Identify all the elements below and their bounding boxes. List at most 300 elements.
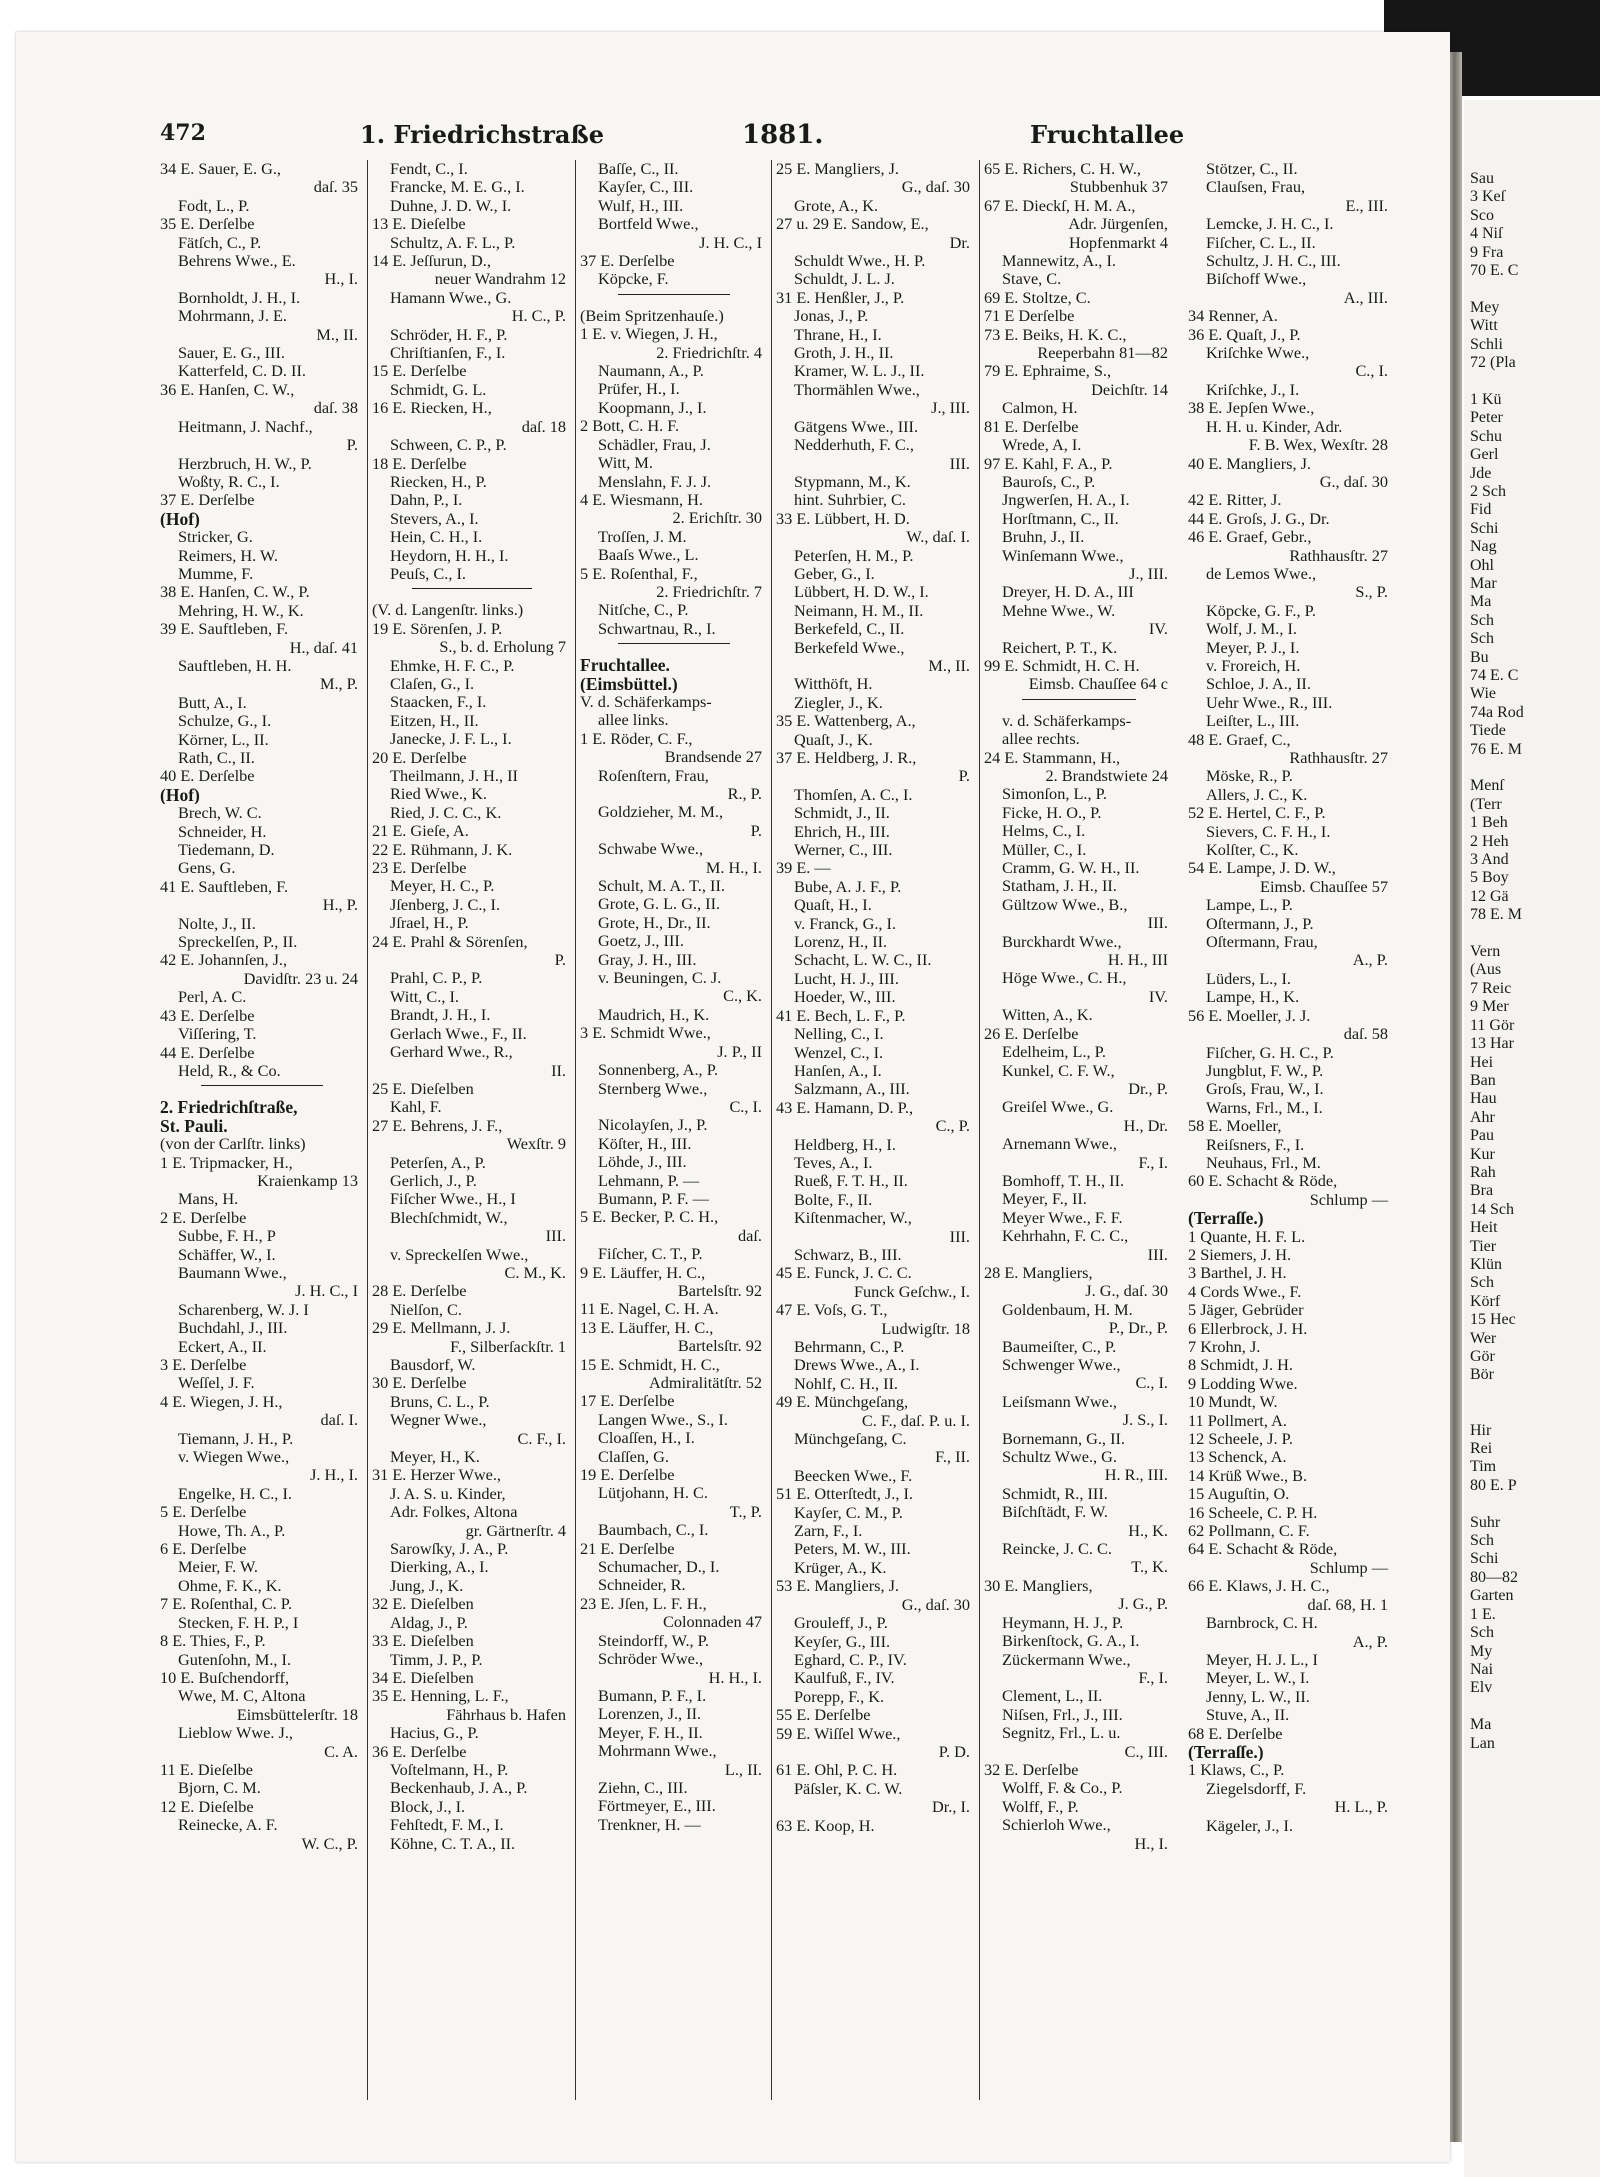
column-4 xyxy=(776,160,976,2120)
directory-line: v. Franck, G., I. xyxy=(794,914,897,933)
directory-line: 28 E. Mangliers, xyxy=(984,1263,1093,1282)
section-heading: 2. Friedrichſtraße, xyxy=(160,1098,298,1117)
directory-line: Ficke, H. O., P. xyxy=(1002,803,1102,822)
directory-line: Stubbenhuk 37 xyxy=(1069,178,1168,197)
directory-line: Wenzel, C., I. xyxy=(794,1043,884,1062)
directory-line: Naumann, A., P. xyxy=(598,362,704,381)
directory-line: Lütjohann, H. C. xyxy=(598,1484,708,1503)
fragment-line: Nai xyxy=(1470,1660,1494,1678)
directory-line: T., P. xyxy=(729,1502,762,1521)
directory-line: Bornemann, G., II. xyxy=(1002,1429,1125,1448)
directory-line: G., daſ. 30 xyxy=(1319,472,1388,491)
directory-line: Drews Wwe., A., I. xyxy=(794,1356,920,1375)
directory-line: Ziegelsdorff, F. xyxy=(1206,1779,1307,1798)
fragment-line: Sch xyxy=(1470,630,1494,648)
directory-line: Neuhaus, Frl., M. xyxy=(1206,1153,1321,1172)
section-heading: Fruchtallee. xyxy=(580,656,670,675)
fragment-line: Tim xyxy=(1470,1458,1497,1476)
directory-line: Claſſen, G. xyxy=(598,1447,669,1466)
directory-line: daſ. 38 xyxy=(313,399,358,418)
directory-line: M., P. xyxy=(319,675,358,694)
directory-line: Goldenbaum, H. M. xyxy=(1002,1300,1133,1319)
directory-line: 10 Mundt, W. xyxy=(1188,1393,1278,1412)
fragment-line xyxy=(1470,1698,1524,1716)
directory-line: Engelke, H. C., I. xyxy=(178,1484,292,1503)
directory-line: Kehrhahn, F. C. C., xyxy=(1002,1227,1129,1246)
directory-line: Lorenzen, J., II. xyxy=(598,1705,702,1724)
directory-line: 5 E. Roſenthal, F., xyxy=(580,564,698,583)
directory-line: Bartelsſtr. 92 xyxy=(677,1281,762,1300)
directory-line: 21 E. Gieſe, A. xyxy=(372,822,469,841)
directory-line: 53 E. Mangliers, J. xyxy=(776,1577,899,1596)
directory-line: Jung, J., K. xyxy=(390,1576,464,1595)
directory-line: Reincke, J. C. C. xyxy=(1002,1540,1112,1559)
book-gutter xyxy=(1448,52,1462,2142)
directory-line: 36 E. Hanſen, C. W., xyxy=(160,380,295,399)
directory-line: Lehmann, P. — xyxy=(598,1171,700,1190)
fragment-line: 2 Sch xyxy=(1470,482,1506,500)
directory-line: 3 E. Schmidt Wwe., xyxy=(580,1024,711,1043)
fragment-line: Mey xyxy=(1470,298,1500,316)
directory-line: II. xyxy=(551,1061,566,1080)
directory-line: Chriſtianſen, F., I. xyxy=(390,344,506,363)
column-3 xyxy=(580,160,768,2120)
directory-line: H., I. xyxy=(1134,1834,1168,1853)
fragment-line: Elv xyxy=(1470,1679,1493,1697)
directory-line: Mehring, H. W., K. xyxy=(178,601,304,620)
directory-line: Kiſtenmacher, W., xyxy=(794,1209,912,1228)
directory-line: 36 E. Quaſt, J., P. xyxy=(1188,325,1301,344)
directory-line: Kahl, F. xyxy=(390,1098,442,1117)
directory-line: 33 E. Lübbert, H. D. xyxy=(776,509,910,528)
directory-line: Oſtermann, Frau, xyxy=(1206,933,1318,952)
directory-line: Peters, M. W., III. xyxy=(794,1540,911,1559)
directory-line: P. xyxy=(346,436,358,455)
directory-line: Uehr Wwe., R., III. xyxy=(1206,693,1333,712)
directory-line: Arnemann Wwe., xyxy=(1002,1135,1117,1154)
directory-line: 49 E. Münchgeſang, xyxy=(776,1393,909,1412)
directory-line: M., II. xyxy=(928,656,970,675)
fragment-line: Peter xyxy=(1470,409,1503,427)
directory-line: Meyer, H., K. xyxy=(390,1448,480,1467)
directory-line: 47 E. Voſs, G. T., xyxy=(776,1301,888,1320)
directory-line: Beckenhaub, J. A., P. xyxy=(390,1779,528,1798)
directory-line: 31 E. Henßler, J., P. xyxy=(776,288,905,307)
directory-line: Brandsende 27 xyxy=(664,748,762,767)
fragment-line: 78 E. M xyxy=(1470,906,1522,924)
directory-line: daſ. 35 xyxy=(313,178,358,197)
directory-line: 10 E. Buſchendorff, xyxy=(160,1668,290,1687)
fragment-line: Fid xyxy=(1470,501,1492,519)
directory-line: Tiedemann, D. xyxy=(178,841,275,860)
directory-line: 15 E. Derſelbe xyxy=(372,362,467,381)
directory-line: Dahn, P., I. xyxy=(390,491,463,510)
directory-line: 8 Schmidt, J. H. xyxy=(1188,1356,1293,1375)
directory-line: 45 E. Funck, J. C. C. xyxy=(776,1264,912,1283)
fragment-line xyxy=(1470,1495,1524,1513)
directory-line: Hein, C. H., I. xyxy=(390,528,483,547)
directory-line: Sternberg Wwe., xyxy=(598,1079,708,1098)
directory-line: Zückermann Wwe., xyxy=(1002,1650,1131,1669)
directory-line: Edelheim, L., P. xyxy=(1002,1043,1107,1062)
directory-line: Riecken, H., P. xyxy=(390,472,487,491)
fragment-line: 80 E. P xyxy=(1470,1476,1517,1494)
fragment-line: Ma xyxy=(1470,1716,1492,1734)
directory-line: C. F., daſ. P. u. I. xyxy=(861,1411,970,1430)
directory-line: P. D. xyxy=(938,1742,970,1761)
directory-line: Blechſchmidt, W., xyxy=(390,1208,508,1227)
directory-line: Müller, C., I. xyxy=(1002,840,1087,859)
directory-line: Gätgens Wwe., III. xyxy=(794,417,919,436)
directory-line: Bomhoff, T. H., II. xyxy=(1002,1171,1125,1190)
fragment-line: Körf xyxy=(1470,1292,1501,1310)
directory-line: 39 E. — xyxy=(776,859,831,878)
directory-line: Bumann, P. F., I. xyxy=(598,1686,707,1705)
directory-line: Dr., P. xyxy=(1128,1079,1168,1098)
directory-line: Schwartnau, R., I. xyxy=(598,619,716,638)
directory-line: Witten, A., K. xyxy=(1002,1006,1093,1025)
directory-line: W., daſ. I. xyxy=(906,528,970,547)
directory-line: Quaſt, J., K. xyxy=(794,730,873,749)
directory-line: C., III. xyxy=(1124,1742,1168,1761)
directory-line: Sievers, C. F. H., I. xyxy=(1206,822,1331,841)
directory-line: Meier, F. W. xyxy=(178,1558,258,1577)
column-5 xyxy=(984,160,1174,2120)
directory-line: Sarowſky, J. A., P. xyxy=(390,1540,509,1559)
directory-line: Heldberg, H., I. xyxy=(794,1135,896,1154)
directory-line: 8 E. Thies, F., P. xyxy=(160,1632,266,1651)
directory-line: Statham, J. H., II. xyxy=(1002,877,1117,896)
directory-line: A., III. xyxy=(1343,288,1388,307)
directory-line: Brech, W. C. xyxy=(178,804,262,823)
fragment-line xyxy=(1470,1403,1524,1421)
directory-line: 11 E. Dieſelbe xyxy=(160,1760,253,1779)
directory-line: Ried, J. C. C., K. xyxy=(390,803,502,822)
directory-line: Jenny, L. W., II. xyxy=(1206,1687,1310,1706)
directory-line: 66 E. Klaws, J. H. C., xyxy=(1188,1577,1330,1596)
directory-line: Nicolayſen, J., P. xyxy=(598,1116,708,1135)
directory-line: III. xyxy=(949,454,970,473)
directory-line: Aldag, J., P. xyxy=(390,1613,468,1632)
directory-line: Schumacher, D., I. xyxy=(598,1558,720,1577)
section-rule xyxy=(1022,699,1136,708)
directory-line: Wexſtr. 9 xyxy=(506,1135,566,1154)
section-rule xyxy=(412,588,532,597)
directory-line: Subbe, F. H., P xyxy=(178,1227,276,1246)
directory-line: Kayſer, C. M., P. xyxy=(794,1503,903,1522)
directory-line: C., P. xyxy=(935,1117,970,1136)
directory-line: Jungblut, F. W., P. xyxy=(1206,1061,1324,1080)
directory-line: 19 E. Derſelbe xyxy=(580,1466,675,1485)
fragment-line: Nag xyxy=(1470,538,1497,556)
directory-line: Menslahn, F. J. J. xyxy=(598,472,712,491)
directory-line: Schlump — xyxy=(1309,1558,1388,1577)
directory-line: C., K. xyxy=(723,987,762,1006)
fragment-line: Wer xyxy=(1470,1329,1497,1347)
column-divider xyxy=(771,160,772,2100)
directory-line: Meyer Wwe., F. F. xyxy=(1002,1208,1123,1227)
directory-line: neuer Wandrahm 12 xyxy=(434,270,566,289)
directory-line: Wolf, J. M., I. xyxy=(1206,620,1297,639)
directory-line: 1 E. v. Wiegen, J. H., xyxy=(580,325,718,344)
directory-line: Dr. xyxy=(949,233,970,252)
directory-line: A., P. xyxy=(1352,951,1388,970)
directory-line: 40 E. Derſelbe xyxy=(160,767,255,786)
directory-line: Helms, C., I. xyxy=(1002,822,1086,841)
fragment-line: Gerl xyxy=(1470,446,1499,464)
directory-line: Oſtermann, J., P. xyxy=(1206,914,1314,933)
directory-line: 44 E. Derſelbe xyxy=(160,1043,255,1062)
directory-line: Ehrich, H., III. xyxy=(794,822,890,841)
directory-line: 4 Cords Wwe., F. xyxy=(1188,1282,1302,1301)
fragment-line xyxy=(1470,925,1524,943)
directory-line: Perl, A. C. xyxy=(178,988,247,1007)
directory-line: 69 E. Stoltze, C. xyxy=(984,288,1091,307)
directory-line: daſ. 68, H. 1 xyxy=(1307,1595,1388,1614)
directory-line: Grote, G. L. G., II. xyxy=(598,895,721,914)
fragment-line: 5 Boy xyxy=(1470,869,1509,887)
page-header xyxy=(160,120,1185,160)
directory-line: Peterſen, A., P. xyxy=(390,1153,486,1172)
directory-line: H. H., III xyxy=(1107,951,1168,970)
directory-line: Heitmann, J. Nachf., xyxy=(178,417,313,436)
directory-line: 4 E. Wiegen, J. H., xyxy=(160,1392,283,1411)
directory-line: (Beim Spritzenhauſe.) xyxy=(580,306,724,325)
directory-line: Eimsbüttelerſtr. 18 xyxy=(236,1705,358,1724)
directory-line: 67 E. Dieckſ, H. M. A., xyxy=(984,196,1136,215)
fragment-line: Hir xyxy=(1470,1421,1492,1439)
directory-line: 24 E. Stammann, H., xyxy=(984,748,1121,767)
directory-line: H. L., P. xyxy=(1334,1798,1388,1817)
directory-line: III. xyxy=(949,1227,970,1246)
directory-line: P. xyxy=(750,821,762,840)
directory-line: 35 E. Derſelbe xyxy=(160,215,255,234)
directory-line: Schwabe Wwe., xyxy=(598,840,704,859)
directory-line: Bolte, F., II. xyxy=(794,1190,873,1209)
directory-line: Kriſchke, J., I. xyxy=(1206,380,1300,399)
directory-line: Bauroſs, C., P. xyxy=(1002,472,1096,491)
directory-line: 37 E. Heldberg, J. R., xyxy=(776,749,917,767)
directory-line: Witt, C., I. xyxy=(390,987,459,1006)
directory-line: 60 E. Schacht & Röde, xyxy=(1188,1172,1338,1191)
directory-line: 26 E. Derſelbe xyxy=(984,1024,1079,1043)
section-heading: (Eimsbüttel.) xyxy=(580,674,678,693)
directory-line: 36 E. Derſelbe xyxy=(372,1742,467,1761)
directory-line: V. d. Schäferkamps- xyxy=(580,692,712,711)
directory-line: Groſs, Frau, W., I. xyxy=(1206,1080,1324,1099)
directory-line: 23 E. Jſen, L. F. H., xyxy=(580,1594,707,1613)
directory-line: Schwenger Wwe., xyxy=(1002,1356,1121,1374)
directory-line: Hacius, G., P. xyxy=(390,1724,479,1743)
directory-line: Calmon, H. xyxy=(1002,399,1078,418)
directory-line: Gens, G. xyxy=(178,859,236,878)
adjacent-page-text xyxy=(1470,170,1524,1753)
directory-line: P. xyxy=(958,767,970,786)
directory-line: 1 E. Röder, C. F., xyxy=(580,729,693,748)
directory-line: Schröder, H. F., P. xyxy=(390,325,508,344)
directory-line: Warns, Frl., M., I. xyxy=(1206,1098,1323,1117)
directory-line: Dierking, A., I. xyxy=(390,1558,489,1577)
directory-line: Gerlach Wwe., F., II. xyxy=(390,1024,527,1043)
directory-line: Sonnenberg, A., P. xyxy=(598,1061,719,1080)
directory-line: Möske, R., P. xyxy=(1206,767,1293,786)
directory-line: 15 Auguſtin, O. xyxy=(1188,1485,1290,1504)
directory-line: Wolff, F., P. xyxy=(1002,1797,1079,1816)
directory-line: Goetz, J., III. xyxy=(598,932,684,951)
directory-line: Wulf, H., III. xyxy=(598,196,684,215)
directory-line: C. A. xyxy=(324,1742,358,1761)
directory-line: 2 Siemers, J. H. xyxy=(1188,1245,1292,1264)
fragment-line: Jde xyxy=(1470,464,1492,482)
fragment-line: Hei xyxy=(1470,1053,1494,1071)
fragment-line: 15 Hec xyxy=(1470,1311,1516,1329)
directory-line: Timm, J. P., P. xyxy=(390,1650,483,1669)
directory-line: 43 E. Hamann, D. P., xyxy=(776,1098,914,1117)
directory-line: Dreyer, H. D. A., III xyxy=(1002,583,1134,602)
directory-line: Meyer, H. J. L., I xyxy=(1206,1650,1318,1669)
directory-line: C., I. xyxy=(1355,362,1388,381)
directory-line: Adr. Folkes, Altona xyxy=(390,1503,518,1522)
fragment-line: Schli xyxy=(1470,335,1503,353)
directory-line: 35 E. Henning, L. F., xyxy=(372,1687,509,1706)
directory-line: G., daſ. 30 xyxy=(901,178,970,197)
directory-line: gr. Gärtnerſtr. 4 xyxy=(465,1521,566,1540)
directory-line: Geber, G., I. xyxy=(794,564,875,583)
fragment-line: 1 Kü xyxy=(1470,390,1502,408)
fragment-line: Bör xyxy=(1470,1366,1494,1384)
directory-line: 34 Renner, A. xyxy=(1188,307,1278,326)
fragment-line: 3 Keſ xyxy=(1470,188,1506,206)
directory-line: Ehmke, H. F. C., P. xyxy=(390,656,515,675)
directory-line: Schierloh Wwe., xyxy=(1002,1816,1111,1835)
directory-line: Schwarz, B., III. xyxy=(794,1245,902,1264)
directory-line: Fiſcher, G. H. C., P. xyxy=(1206,1043,1334,1062)
directory-line: T., K. xyxy=(1131,1558,1168,1577)
fragment-line xyxy=(1470,372,1524,390)
fragment-line: Sco xyxy=(1470,206,1494,224)
directory-line: 6 E. Derſelbe xyxy=(160,1540,247,1559)
directory-line: 3 E. Derſelbe xyxy=(160,1356,247,1374)
directory-line: Allers, J. C., K. xyxy=(1206,785,1308,804)
fragment-line: 4 Niſ xyxy=(1470,225,1503,243)
directory-line: Reimers, H. W. xyxy=(178,546,278,565)
directory-line: Duhne, J. D. W., I. xyxy=(390,196,512,215)
fragment-line xyxy=(1470,759,1524,777)
directory-line: 14 E. Jeſſurun, D., xyxy=(372,252,491,271)
directory-line: Heymann, H. J., P. xyxy=(1002,1613,1124,1632)
directory-line: 39 E. Sauftleben, F. xyxy=(160,620,289,639)
directory-line: Nielſon, C. xyxy=(390,1300,462,1319)
directory-line: Nedderhuth, F. C., xyxy=(794,436,914,455)
fragment-line: Hau xyxy=(1470,1090,1497,1108)
directory-line: 33 E. Dieſelben xyxy=(372,1632,474,1651)
directory-line: 27 E. Behrens, J. F., xyxy=(372,1116,503,1135)
column-divider xyxy=(575,160,576,2100)
directory-line: 27 u. 29 E. Sandow, E., xyxy=(776,215,929,234)
directory-line: v. d. Schäferkamps- xyxy=(1002,711,1132,730)
directory-line: 19 E. Sörenſen, J. P. xyxy=(372,619,503,638)
fragment-line: Suhr xyxy=(1470,1513,1501,1531)
fragment-line xyxy=(1470,280,1524,298)
directory-line: Thormählen Wwe., xyxy=(794,380,920,399)
directory-line: Schlump — xyxy=(1309,1190,1388,1209)
directory-line: 55 E. Derſelbe xyxy=(776,1706,871,1725)
directory-line: Behrmann, C., P. xyxy=(794,1338,905,1356)
directory-line: G., daſ. 30 xyxy=(901,1595,970,1614)
directory-line: H., Dr. xyxy=(1123,1116,1168,1135)
directory-line: Mannewitz, A., I. xyxy=(1002,252,1116,271)
directory-line: Kägeler, J., I. xyxy=(1206,1816,1294,1835)
directory-line: Fiſcher, C. L., II. xyxy=(1206,233,1316,252)
directory-line: S., P. xyxy=(1355,583,1388,602)
directory-line: F., II. xyxy=(935,1448,970,1467)
directory-line: 59 E. Wiſſel Wwe., xyxy=(776,1724,901,1743)
directory-line: Troſſen, J. M. xyxy=(598,527,687,546)
directory-line: Wrede, A, I. xyxy=(1002,436,1082,455)
fragment-line: 2 Heh xyxy=(1470,832,1509,850)
directory-line: Lübbert, H. D. W., I. xyxy=(794,583,929,602)
directory-line: 7 E. Roſenthal, C. P. xyxy=(160,1595,293,1614)
directory-line: Kriſchke Wwe., xyxy=(1206,344,1310,363)
fragment-line: Bra xyxy=(1470,1182,1494,1200)
fragment-line: Kur xyxy=(1470,1145,1495,1163)
directory-line: Schneider, H. xyxy=(178,822,267,841)
directory-line: Butt, A., I. xyxy=(178,693,247,712)
fragment-line: 74a Rod xyxy=(1470,703,1524,721)
fragment-line: 1 E. xyxy=(1470,1605,1496,1623)
directory-line: H., P. xyxy=(322,896,358,915)
directory-line: Mehne Wwe., W. xyxy=(1002,601,1116,620)
directory-line: v. Beuningen, C. J. xyxy=(598,969,722,988)
directory-line: Biſchoff Wwe., xyxy=(1206,270,1307,289)
directory-line: 2. Brandstwiete 24 xyxy=(1045,767,1168,785)
directory-line: J. H., I. xyxy=(310,1466,358,1485)
directory-line: Admiralitätſtr. 52 xyxy=(648,1374,762,1392)
directory-line: Jonas, J., P. xyxy=(794,307,869,326)
fragment-line: 70 E. C xyxy=(1470,262,1519,280)
directory-line: C. M., K. xyxy=(504,1263,566,1282)
adjacent-page-fragment xyxy=(1464,100,1600,2177)
directory-line: Staacken, F., I. xyxy=(390,693,487,712)
fragment-line: 12 Gä xyxy=(1470,887,1509,905)
directory-line: Schuldt, J. L. J. xyxy=(794,270,895,289)
directory-line: Ziehn, C., III. xyxy=(598,1778,688,1797)
directory-line: Nolte, J., II. xyxy=(178,914,256,933)
directory-line: 63 E. Koop, H. xyxy=(776,1816,875,1835)
directory-line: Greiſel Wwe., G. xyxy=(1002,1098,1114,1117)
directory-line: 30 E. Mangliers, xyxy=(984,1576,1093,1595)
fragment-line: Rah xyxy=(1470,1163,1496,1181)
fragment-line: Ohl xyxy=(1470,556,1494,574)
page-number: 472 xyxy=(160,120,206,146)
directory-line: 64 E. Schacht & Röde, xyxy=(1188,1540,1338,1559)
directory-line: Rath, C., II. xyxy=(178,749,255,767)
directory-line: Schultz, A. F. L., P. xyxy=(390,233,516,252)
directory-line: 62 Pollmann, C. F. xyxy=(1188,1522,1310,1541)
directory-line: Beecken Wwe., F. xyxy=(794,1466,913,1485)
directory-line: H., daſ. 41 xyxy=(289,638,358,657)
directory-line: Block, J., I. xyxy=(390,1797,466,1816)
directory-line: Gutenſohn, M., I. xyxy=(178,1650,292,1669)
fragment-line: Ahr xyxy=(1470,1108,1495,1126)
directory-line: C., I. xyxy=(729,1097,762,1116)
directory-line: Wwe, M. C, Altona xyxy=(178,1687,306,1706)
directory-line: Thrane, H., I. xyxy=(794,325,882,344)
fragment-line: Witt xyxy=(1470,317,1498,335)
directory-line: F., Silberſackſtr. 1 xyxy=(450,1337,566,1356)
fragment-line: 80—82 xyxy=(1470,1568,1518,1586)
fragment-line: Gör xyxy=(1470,1348,1495,1365)
